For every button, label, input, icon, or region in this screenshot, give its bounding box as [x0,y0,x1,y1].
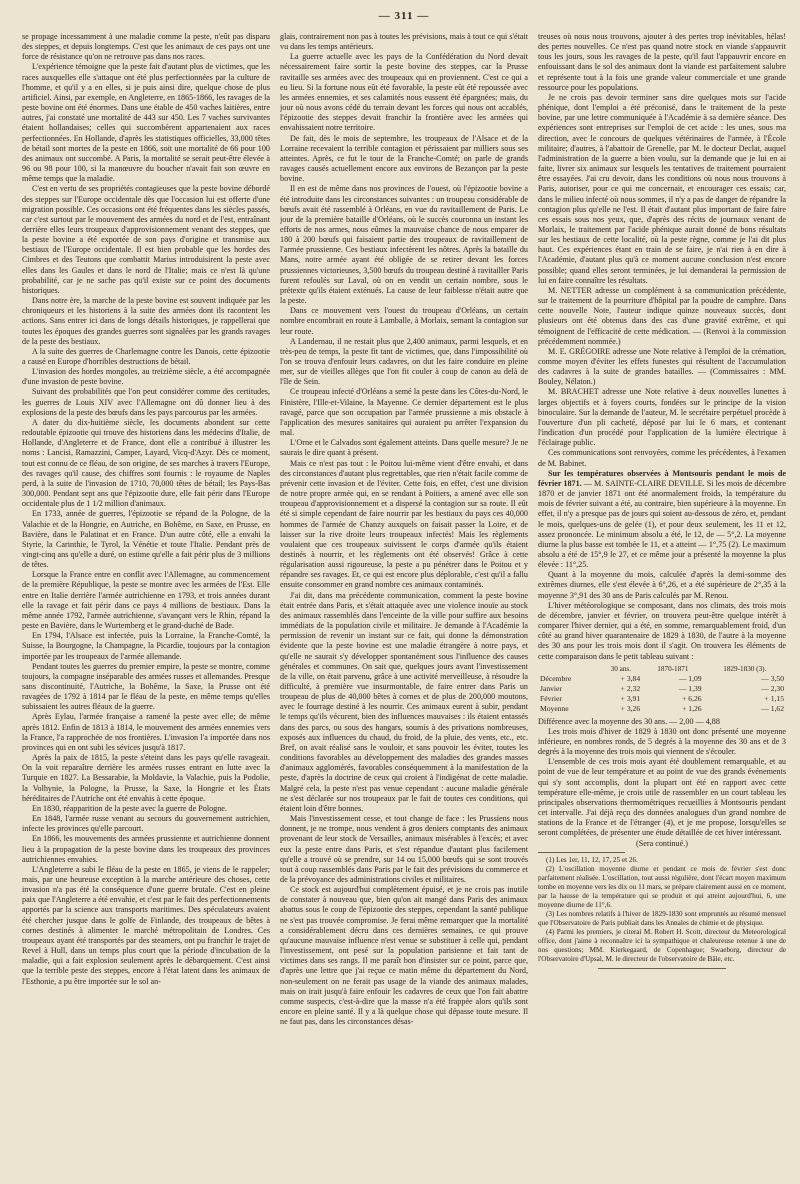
table-header-cell [538,664,600,674]
temperature-table [538,664,786,714]
paragraph: Lorsque la France entre en conflit avec l'Allemagne, au commencement de la première République, la peste se montre avec les armées de l'Est. Elle entre en Italie derrière l'armée autrichienne en 1793, et trois années durant elle la ravage et fait périr dans ce pays 4 millions de bestiaux. Dans la même année 1792, l'armée autrichienne, s'avançant vers le Rhin, répand la peste en Bavière, dans le Wurtemberg et le grand-duché de Bade. [22,570,270,631]
table-cell: + 3,91 [620,693,641,703]
paragraph: L'Orne et le Calvados sont également atteints. Dans quelle mesure? Je ne saurais le dire quant à présent. [280,438,528,458]
table-cell: + 6,26 [682,693,702,703]
table-cell: — 1,09 [678,673,702,683]
section-heading: Sur les températures observées à Montsouris pendant le mois de février 1871. [538,468,786,488]
paragraph: Suivant des probabilités que l'on peut considérer comme des certitudes, les guerres de Louis XIV avec l'Allemagne ont dû donner lieu à des explosions de la peste des bœufs dans les pays parcourus par les armées. [22,387,270,417]
table-cell: — 2,30 [761,683,784,693]
paragraph: Ces communications sont renvoyées, comme les précédentes, à l'examen de M. Babinet. [538,448,786,468]
paragraph: glais, contrairement non pas à toutes les prévisions, mais à tout ce qui s'était vu dans les temps antérieurs. [280,32,528,52]
table-row [538,684,786,694]
table-header-row [538,664,786,674]
paragraph: La guerre actuelle avec les pays de la Confédération du Nord devait nécessairement faire sortir la peste bovine des steppes, car la Prusse ravitaille ses armées avec des troupeaux qui en proviennent. C'est ce qui a eu lieu. Si la fortune nous eût été favorable, la peste eût été repoussée avec les armées ennemies, et ses calamités nous eussent été épargnées; mais, du jour où nous avons cédé du terrain devant les forces qui nous ont accablés, l'épizootie des steppes devait franchir la frontière avec les armées qui envahissaient notre territoire. [280,52,528,133]
table-header-cell: 1870-1871 [657,664,689,673]
column-left [22,32,270,1172]
paragraph: A Landernau, il ne restait plus que 2,400 animaux, parmi lesquels, et en très-peu de temps, la peste fit tant de victimes, que, dans l'impossibilité où l'on se trouva d'enfouir leurs cadavres, on dut les faire conduire en pleine mer, sur de vieilles allèges que l'on fit couler à coup de canon au delà de l'île de Sein. [280,336,528,387]
paragraph: De fait, dès le mois de septembre, les troupeaux de l'Alsace et de la Lorraine recevaient la terrible contagion et périssaient par milliers sous ses atteintes. Après, ce fut le tour de la Franche-Comté; on parle de grands ravages causés actuellement encore aux environs de Bezançon par la peste bovine. [280,133,528,184]
paragraph: A la suite des guerres de Charlemagne contre les Danois, cette épizootie a causé en Europe d'horribles destructions de bétail. [22,346,270,366]
end-rule [598,968,727,969]
table-cell: — 1,62 [761,703,784,713]
table-cell: + 2,32 [620,683,641,693]
footnote-rule [538,852,625,853]
paragraph: L'expérience témoigne que la peste fait d'autant plus de victimes, que les races auxquelles elle s'attaque ont été plus perfectionnées par la culture de l'homme, et qu'il y a en elles, si je puis ainsi dire, quelque chose de plus artificiel. Ainsi, par exemple, en Angleterre, en 1865-1866, les ravages de la peste bovine ont été énormes. Dans une étable de 450 vaches laitières, entre autres, j'ai constaté une mortalité de 443 sur 450. Les 7 vaches survivantes étaient hollandaises; celles qui succombèrent appartenaient aux races perfectionnées. En Hollande, d'après les statistiques officielles, 33,000 têtes de bétail sont mortes de la peste en 1866, soit une mortalité de 66 pour 100 des animaux ont succombé. A Paris, la mortalité se serait peut-être élevée à 96 ou 98 pour 100, si la manœuvre du boucher n'avait fait son œuvre en même temps que la maladie. [22,62,270,184]
table-cell: Février [540,693,562,703]
paragraph: A dater du dix-huitième siècle, les documents abondent sur cette redoutable épizootie qui trouve des historiens dans les médecins d'Italie, de Hollande, d'Angleterre et de France, dont elle a contribué à illustrer les noms : Lancisi, Ramazzini, Camper, Layard, Vicq-d'Azyr. Dès ce moment, tout est connu de ce fléau, de son origine, de ses marches à travers l'Europe, des ravages qu'il cause, des chiffres sont fournis : le royaume de Naples perd, à la suite de l'invasion de 1710, 70,000 têtes de bétail; les Pays-Bas 300,000. Pendant sept ans que l'épizootie dure, elle fait périr dans l'Europe occidentale plus de 1 1/2 million d'animaux. [22,417,270,509]
paragraph [538,469,786,571]
paragraph: Les trois mois d'hiver de 1829 à 1830 ont donc présenté une moyenne inférieure, en nombres ronds, de 5 degrés à la moyenne des 30 ans et de 3 degrés à la moyenne des trois mois qui viennent de s'écouler. [538,726,786,757]
table-row [538,704,786,714]
table-cell: + 1,26 [682,703,702,713]
column-right [538,32,786,1172]
paragraph: Ce troupeau infecté d'Orléans a semé la peste dans les Côtes-du-Nord, le Finistère, l'Ille-et-Vilaine, la Mayenne. Ce dernier département est le plus ravagé, parce que son occupation par l'armée prussienne a mis obstacle à l'application des mesures sanitaires qui auraient pu arrêter l'expansion du mal. [280,387,528,438]
paragraph: Pendant toutes les guerres du premier empire, la peste se montre, comme toujours, la compagne inséparable des armées russes et allemandes. Presque sans discontinuité, l'Autriche, la Bohême, la Saxe, la Prusse ont été ravagées de 1792 à 1814 par le fléau de la peste, en même temps qu'elles subissaient les autres fléaux de la guerre. [22,661,270,712]
table-row [538,674,786,684]
paragraph: Après Eylau, l'armée française a ramené la peste avec elle; de même après 1812. Enfin de 1813 à 1814, le mouvement des armées ennemies vers la France, l'a rapprochée de nos frontières. L'invasion l'a importée dans nos provinces qui en ont subi les sévices jusqu'à 1817. [22,712,270,752]
paragraph: L'invasion des hordes mongoles, au treizième siècle, a été accompagnée d'une invasion de peste bovine. [22,367,270,387]
paragraph: En 1866, les mouvements des armées prussienne et autrichienne donnent lieu à la propagation de la peste bovine dans les troupeaux des provinces autrichiennes envahies. [22,834,270,864]
paragraph: M. BRACHET adresse une Note relative à deux nouvelles lunettes à larges objectifs et à foyers courts, fondées sur le principe de la vision binoculaire. Sur la demande de l'auteur, M. le secrétaire perpétuel procède à l'ouverture d'un pli cacheté, déposé par lui le 6 mars, et contenant l'indication d'un procédé pour l'application de la lumière électrique à l'éclairage public. [538,387,786,448]
table-cell: — 1,39 [678,683,702,693]
paragraph: M. NETTER adresse un complément à sa communication précédente, sur le traitement de la pourriture d'hôpital par la poudre de camphre. Dans cette nouvelle Note, l'auteur indique quinze nouveaux succès, dont plusieurs ont été obtenus dans des cas d'une gravité extrême, et qui témoignent de l'efficacité de cette médication. — (Renvoi à la commission précédemment nommée.) [538,285,786,346]
text-columns [22,32,786,1172]
paragraph: Dans notre ère, la marche de la peste bovine est souvent indiquée par les chroniqueurs et les historiens à la suite des armées dont ils racontent les actions. Sans entrer ici dans de longs détails historiques, je rappellerai que toutes les époques des grandes guerres sont signalées par les grands ravages de la peste des bestiaux. [22,296,270,346]
page-number-header: — 311 — [378,10,430,22]
paragraph: L'hiver météorologique se composant, dans nos climats, des trois mois de décembre, janvier et février, on trouvera peut-être quelque intérêt à comparer l'hiver dernier, qui a été, en somme, remarquablement froid, d'un côté au grand hiver quarantenaire de 1829 à 1830, de l'autre à la moyenne des 30 ans pour les trois mois dont il s'agit. On trouvera les éléments de cette comparaison dans le petit tableau suivant : [538,600,786,661]
paragraph: Mais l'investissement cesse, et tout change de face : les Prussiens nous donnent, je ne trompe, nous vendent à gros deniers comptants des animaux provenant de leur stock de Versailles, animaux misérables à l'excès; et avec eux la peste entre dans Paris, et s'est répandue d'autant plus facilement qu'elle a trouvé où se prendre, sur 14 ou 15,000 bœufs qui se sont trouvés tout à coup rassemblés dans Paris par le fait des prévisions du commerce et de la prévoyance des administrations civiles et militaires. [280,814,528,884]
footnote: (3) Les nombres relatifs à l'hiver de 1829-1830 sont empruntés au résumé mensuel que l'Observatoire de Paris publiait dans les Annales de chimie et de physique. [538,909,786,927]
paragraph: Après la paix de 1815, la peste s'éteint dans les pays qu'elle ravageait. On la voit reparaître derrière les armées russes entrant en lutte avec la Turquie en 1827. La Bessarabie, la Moldavie, la Valachie, puis la Podolie, la Volhynie, la Pologne, la Prusse, la Saxe, la Hongrie et les États héréditaires de l'Autriche ont été envahis à cette époque. [22,753,270,803]
paragraph: C'est en vertu de ses propriétés contagieuses que la peste bovine débordé des steppes sur l'Europe occidentale dès que l'occasion lui est offerte d'une migration possible. Ces occasions ont été fréquentes dans les siècles passés, car c'est surtout par le mouvement des armées du nord et de l'est, entraînant derrière elles leurs troupeaux d'approvisionnement venant des steppes, que la peste bovine a été exportée de son pays d'origine et transmise aux bestiaux de l'Europe occidentale. Il est bien probable que les hordes des Cimbres et des Teutons que combattit Marius introduisirent la peste avec elles dans les Gaules et dans le nord de l'Italie; mais ce n'est là qu'une probabilité, car je ne sache pas qu'il existe sur ce point des documents historiques. [22,184,270,295]
table-header-cell: 1829-1830 (3). [723,664,767,673]
table-cell: Décembre [540,673,572,683]
table-cell: + 1,15 [764,693,784,703]
paragraph: M. E. GRÉGOIRE adresse une Note relative à l'emploi de la crémation, comme moyen d'éviter les effets funestes qui résultent de l'accumulation des cadavres à la suite de grandes batailles. — (Commissaires : MM. Bouley, Nélaton.) [538,346,786,387]
footnote: (4) Parmi les premiers, je citerai M. Robert H. Scott, directeur du Meteorological office, dont j'aime à reconnaître ici la sympathique et chaleureuse retenue à une de nos questions; MM. Kierkegaard, de Copenhague; Swaeborg, directeur de l'Observatoire d'Upsal, M. le directeur de l'observatoire de Bâle, etc. [538,927,786,963]
paragraph: Mais ce n'est pas tout : le Poitou lui-même vient d'être envahi, et dans des circonstances d'autant plus regrettables, que rien n'était facile comme de prévenir cette invasion et de l'éviter. Cette fois, en effet, c'est une division de notre propre armée qui, en se rendant à Poitiers, a amené avec elle son troupeau d'approvisionnement et a dispersé la contagion sur sa route. Il eût été si simple cependant de faire nourrir par les bestiaux du pays ces 40,000 hommes de l'armée de Chanzy auxquels on faisait passer la Loire, et de laisser sur la rive droite leurs troupeaux infectés! Mais les règlements voulaient que ces troupeaux suivissent le corps d'armée qu'ils étaient destinés à nourrir, et les règlements ont été observés! Grâce à cette régularisation aussi rigoureuse, la peste a pu pénétrer dans le Poitou et y répandre ses ravages. Et, ce qui est encore plus déplorable, c'est qu'il a fallu ensuite consommer en grand nombre ces animaux contaminés. [280,458,528,590]
table-cell: — 3,50 [761,673,784,683]
paragraph: J'ai dit, dans ma précédente communication, comment la peste bovine était entrée dans Paris, et s'était attaquée avec une violence inouïe au stock des animaux rassemblés dans l'enceinte de la ville pour suffire aux besoins immédiats de la population civile et militaire. Je demande à l'Académie la permission de revenir un instant sur ce fait, qui donne la démonstration évidente que la peste bovine est une maladie étrangère à notre pays, et qu'elle ne saurait s'y développer spontanément sous l'influence des causes générales et communes. On sait que, quelques jours avant l'investissement de la ville, on était parvenu, grâce à une activité merveilleuse, à résoudre la difficulté, à première vue insurmontable, de faire entrer dans Paris un troupeau de plus de 40,000 bêtes à cornes et de plus de 200,000 moutons, avec le fourrage destiné à les nourrir. Ces animaux eurent à subir, pendant le temps qu'ils vécurent, bien des influences mauvaises : ils étaient entassés dans des parcs, ou sous des hangars, soumis à des privations nombreuses, exposés aux influences du chaud, du froid, de la pluie, des vents, etc., etc. Bref, on avait réalisé sans le vouloir, et sans pouvoir les éviter, toutes les conditions favorables au développement des maladies des grandes masses d'animaux agglomérés, favorables conséquemment à la manifestation de la peste, d'après la doctrine de ceux qui croient à l'indigénat de cette maladie. Malgré cela, la peste n'est pas venue cependant : aucune maladie générale ne s'est déclarée sur nos troupeaux par le fait de toutes ces conditions, qui étaient loin d'être bonnes. [280,590,528,813]
paragraph: Il en est de même dans nos provinces de l'ouest, où l'épizootie bovine a été introduite dans les circonstances suivantes : un troupeau considérable de bœufs avait été rassemblé à Orléans, en vue du ravitaillement de Paris. Le jour de la première bataille d'Orléans, où le succès couronna un instant les efforts de nos armes, nous eûmes la mauvaise chance de nous emparer de 180 à 200 bœufs qui faisaient partie des troupeaux de ravitaillement de l'armée prussienne. Ces bestiaux infectèrent les nôtres. Après la bataille du Mans, notre armée ayant été obligée de se retirer devant les forces prussiennes victorieuses, 3,500 bœufs du troupeau destiné à ravitailler Paris furent refoulés sur Laval, où on en vendit un certain nombre, sous le prétexte qu'ils étaient exténués. La cause de leur faiblesse n'était autre que la peste. [280,184,528,306]
table-cell: + 3,26 [620,703,641,713]
continued-note: (Sera continué.) [636,838,688,848]
table-cell: Janvier [540,683,562,693]
paragraph: L'ensemble de ces trois mois ayant été doublement remarquable, et au point de vue de leur température et au point de vue des grands événements qui s'y sont accomplis, dont la plupart ont été en rapport avec cette température elle-même, je crois utile de rassembler en un court tableau les principales observations thermométriques recueillies à Montsouris pendant cet intervalle. J'ai déjà reçu des données analogues d'un grand nombre de stations de la France et de l'étranger (4), et je me propose, lorsqu'elles se seront complétées, de présenter une étude détaillée de cet hiver intéressant. [538,757,786,838]
difference-line: Différence avec la moyenne des 30 ans. — 2,00 — 4,88 [538,716,720,726]
paragraph: Quant à la moyenne du mois, calculée d'après la demi-somme des extrêmes diurnes, elle s'est élevée à 6°,26, et a été supérieure de 2°,35 à la moyenne 3°,91 des 30 ans de Paris calculés par M. Renou. [538,570,786,600]
paragraph: Ce stock est aujourd'hui complètement épuisé, et je ne crois pas inutile de constater à nouveau que, bien qu'on ait mangé dans Paris des animaux abattus sous le coup de l'épizootie des steppes, cependant la santé publique ne s'est pas trouvée compromise. Je ferai même remarquer que la mortalité a considérablement décru dans ces dernières semaines, ce qui prouve qu'aucune mauvaise influence n'est venue se substituer à celle qui, pendant l'investissement, ont pesé sur la population parisienne et fait tant de victimes dans ses rangs. Il me paraît bon d'insister sur ce point, parce que, d'après une lettre que j'ai reçue ce matin même du département du Nord, non-seulement on ne ferait pas usage de la viande des animaux malades, mais on irait jusqu'à faire enfouir les cadavres de ceux que l'on fait abattre comme suspects, c'est-à-dire que la masse n'a été frappée alors qu'ils sont encore en pleine santé. Il y a là quelque chose qui dépasse toute mesure. Il ne faut pas, dans les circonstances désas- [280,885,528,1027]
paragraph-text: — M. SAINTE-CLAIRE DEVILLE. Si les mois de décembre 1870 et de janvier 1871 ont été anormalement froids, la température du mois de février suivant a été, au contraire, bien supérieure à la moyenne. En effet, il n'y a presque pas de jours qui soient au-dessous de zéro, et, pendant le mois, quelques-uns de gelée (1), et pour deux seulement, les 11 et 12, assez prononcée. Le minimum absolu a été, le 12, de — 5°,2. La moyenne diurne la plus basse est tombée le 11, et a atteint — 1°,75 (2). Le maximum absolu a été de 15°,9 le 27, et ce même jour a présenté la moyenne la plus élevée : 11°,25. [538,478,786,570]
footnote: (2) L'oscillation moyenne diurne et pendant ce mois de février s'est donc parfaitement réalisée. L'oscillation, tout aussi régulière, dont l'écart moyen maximum tombe en moyenne vers les dix ou 11 mars, se prépare clairement aussi en ce moment, par la hausse de la température qui se produit et qui atteint aujourd'hui, 6, une moyenne diurne de 11°,6. [538,864,786,909]
paragraph: En 1830, réapparition de la peste avec la guerre de Pologne. [32,803,227,813]
table-cell: + 3,84 [620,673,641,683]
paragraph: En 1848, l'armée russe venant au secours du gouvernement autrichien, infecte les provinces qu'elle parcourt. [22,814,270,834]
paragraph: En 1794, l'Alsace est infectée, puis la Lorraine, la Franche-Comté, la Suisse, la Bourgogne, la Champagne, la Picardie, toujours par la contagion importée par les troupeaux de l'armée allemande. [22,631,270,661]
table-header-cell: 30 ans. [610,664,632,673]
column-middle [280,32,528,1172]
paragraph: Je ne crois pas devoir terminer sans dire quelques mots sur l'acide phénique, dont l'emploi a été préconisé, dans le traitement de la peste bovine, par une lettre communiquée à l'Académie à sa dernière séance. Des expériences sont entreprises sur l'emploi de cet acide : les unes, sous ma direction, avec le concours de quelques vétérinaires de l'armée, à l'École militaire; d'autres, à l'abattoir de Grenelle, par M. le docteur Declat, auquel l'administration de la guerre a bien voulu, sur la demande que je lui en ai faite, livrer six animaux sur lesquels les tentatives de traitement pourraient être essayées. J'ai cru devoir, dans les conditions où nous nous trouvons à Paris, autoriser, pour ce qui me concernait, et encourager ces essais; car, dans le milieu infecté où nous sommes, il n'y a pas de danger de répandre la contagion plus qu'elle ne l'est. Il était d'autant plus important de faire faire ces essais sous nos yeux, que, d'après des récits de journaux venant de Morlaix, le traitement par l'acide phénique aurait donné de bons résultats sur les bestiaux de cette localité, où la peste règne, comme je l'ai dit plus haut. Ces expériences étant en train de se faire, je n'ai rien à en dire à l'Académie, d'autant plus qu'à ce moment aucune conclusion n'est encore possible; quand elles seront terminées, je lui demanderai la permission de lui en faire connaître les résultats. [538,92,786,285]
table-cell: Moyenne [540,703,569,713]
paragraph: L'Angleterre a subi le fléau de la peste en 1865, je viens de le rappeler; mais, par une heureuse exception à la marche antérieure des choses, cette invasion n'a pas été la conséquence d'une guerre brutale. C'est en pleine paix que l'Angleterre a été envahie, et c'est par le fait des perfectionnements apportés par la science aux transports maritimes. Des spéculateurs avaient été chercher jusque dans le golfe de Finlande, des troupeaux de bêtes à cornes destinés à alimenter le marché métropolitain de Londres. Ces troupeaux ayant été transportés par des steamers, ont pu franchir le trajet de Revel à Hull, dans un temps plus court que la période d'incubation de la maladie, qui a fait explosion seulement après le débarquement. C'est ainsi que la terrible peste des steppes, encore à l'état latent dans les animaux de l'Esthonie, a pu être importée sur le sol an- [22,864,270,986]
table-row [538,694,786,704]
paragraph: treuses où nous nous trouvons, ajouter à des pertes trop inévitables, hélas! des pertes nouvelles. Ce n'est pas quand notre stock en viande s'appauvrit tous les jours, sous les ravages de la peste, qu'il faut l'appauvrir encore en enfouissant dans le sol des animaux dont la viande est parfaitement salubre et représente tout à la fois une grande valeur commerciale et une grande ressource pour les populations. [538,32,786,92]
footnote: (1) Les 1er, 11, 12, 17, 25 et 26. [546,855,638,864]
paragraph: se propage incessamment à une maladie comme la peste, n'eût pas disparu des steppes, et depuis longtemps. C'est que les animaux de ces pays ont une force de résistance qu'on ne retrouve pas dans nos races. [22,32,270,62]
paragraph: En 1733, année de guerres, l'épizootie se répand de la Pologne, de la Valachie et de la Hongrie, en Autriche, en Bohême, en Saxe, en Prusse, en Bavière, dans le Palatinat et en France. D'un autre côté, elle a envahi la Styrie, la Carinthie, le Tyrol, la Vénétie et toute l'Italie. Pendant près de vingt-cinq ans qu'elle a duré, on estime qu'elle a fait périr plus de 3 millions de têtes. [22,509,270,570]
paragraph: Dans ce mouvement vers l'ouest du troupeau d'Orléans, un certain nombre encombrait en route à Lamballe, à Morlaix, semant la contagion sur leur route. [280,306,528,336]
